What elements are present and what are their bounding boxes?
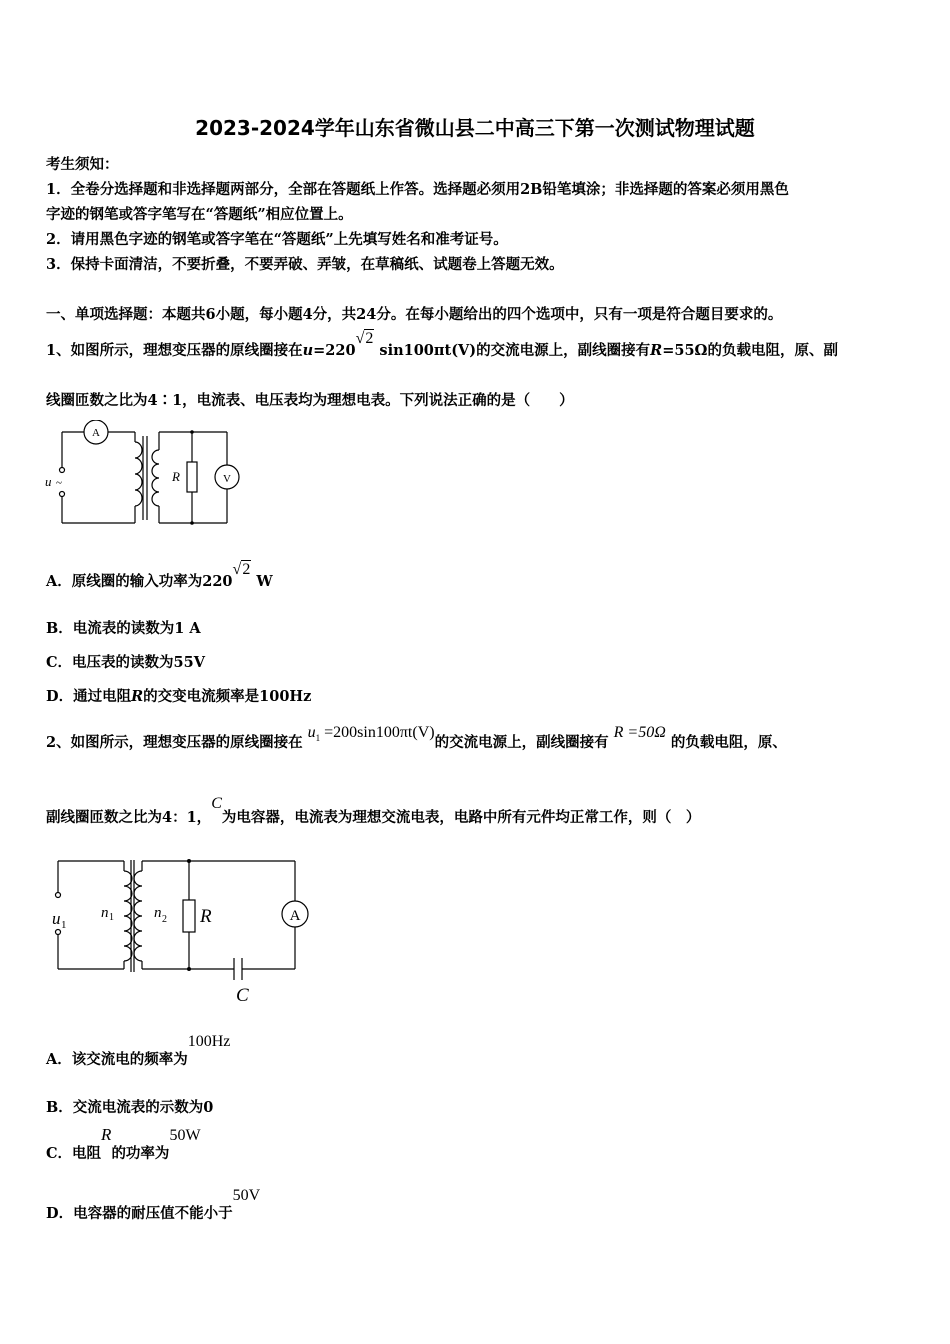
q1-option-a-unit: W xyxy=(256,573,273,590)
q1-resistor-label: R xyxy=(172,469,180,484)
page-title: 2023-2024学年山东省微山县二中高三下第一次测试物理试题 xyxy=(195,116,755,140)
q2-option-c-b: 的功率为 xyxy=(111,1145,170,1162)
q2-ammeter-label: A xyxy=(289,908,301,924)
q1-u-symbol: u xyxy=(302,342,314,359)
q1-eq-220: =220 xyxy=(313,342,356,359)
q2-n1-label: n xyxy=(101,905,109,921)
q2-option-a-text: A．该交流电的频率为 xyxy=(46,1051,188,1068)
notice-line-2: 字迹的钢笔或答字笔写在“答题纸”相应位置上。 xyxy=(46,206,353,223)
q1-sin-part: sin100πt(V) xyxy=(379,342,477,359)
q1-option-c: C．电压表的读数为55V xyxy=(46,654,205,671)
q2-stem2-a: 副线圈匝数之比为4：1， xyxy=(46,809,212,826)
q2-c-symbol: C xyxy=(211,795,222,812)
q1-voltmeter-label: V xyxy=(223,473,231,485)
q1-ammeter-label: A xyxy=(92,427,100,439)
q1-stem-line-1 xyxy=(46,330,838,360)
q2-n2-label: n xyxy=(154,905,162,921)
q2-n1-subscript: 1 xyxy=(109,912,114,923)
q2-u1-subscript: 1 xyxy=(315,733,321,744)
q2-formula-unit: (V) xyxy=(412,724,435,741)
notice-line-3: 2．请用黑色字迹的钢笔或答字笔在“答题纸”上先填写姓名和准考证号。 xyxy=(46,231,508,248)
q1-r-value: =55Ω xyxy=(662,342,708,359)
q2-option-a xyxy=(46,1033,231,1069)
q1-option-b: B．电流表的读数为1 A xyxy=(46,620,201,637)
q2-stem-line-1 xyxy=(46,724,787,753)
q2-stem2-b: 为电容器，电流表为理想交流电表，电路中所有元件均正常工作，则（ ） xyxy=(221,809,701,826)
q2-r-formula: R =50Ω xyxy=(613,724,666,741)
q2-capacitor-label: C xyxy=(236,985,249,1006)
q2-source-subscript: 1 xyxy=(61,919,67,931)
q2-option-c-r: R xyxy=(101,1125,112,1144)
q2-option-a-value: 100Hz xyxy=(187,1033,231,1050)
q1-option-d xyxy=(46,685,311,706)
q2-stem-c: 的负载电阻，原、 xyxy=(670,734,787,751)
q2-source-label: u xyxy=(52,909,61,928)
q2-option-c-a: C．电阻 xyxy=(46,1145,102,1162)
notice-line-1: 1．全卷分选择题和非选择题两部分，全部在答题纸上作答。选择题必须用2B铅笔填涂；非选择题的答案必须用黑色 xyxy=(46,181,789,198)
q1-option-d-a: D．通过电阻 xyxy=(46,688,132,705)
q1-stem-line-2: 线圈匝数之比为4∶1，电流表、电压表均为理想电表。下列说法正确的是（ ） xyxy=(46,392,574,409)
q2-stem-line-2 xyxy=(46,795,701,827)
q2-u1-symbol: u xyxy=(307,724,316,741)
q2-option-d-text: D．电容器的耐压值不能小于 xyxy=(46,1205,233,1222)
q2-option-c xyxy=(46,1125,201,1163)
q2-circuit-diagram xyxy=(44,850,314,1010)
q1-ac-tilde: ~ xyxy=(56,477,62,489)
q2-option-d xyxy=(46,1187,261,1223)
q1-option-d-b: 的交变电流频率是100Hz xyxy=(143,688,312,705)
q2-formula xyxy=(307,724,435,744)
q1-sqrt2-radicand: 2 xyxy=(365,330,374,347)
q1-stem-a: 1、如图所示，理想变压器的原线圈接在 xyxy=(46,342,303,359)
q1-option-a-radicand: 2 xyxy=(242,561,251,578)
notice-heading: 考生须知： xyxy=(46,156,119,173)
section-heading: 一、单项选择题：本题共6小题，每小题4分，共24分。在每小题给出的四个选项中，只有一项是符合题目要求的。 xyxy=(46,306,783,323)
q1-circuit-diagram xyxy=(40,420,250,535)
q2-formula-body: =200sin100πt xyxy=(324,724,413,741)
q2-option-c-value: 50W xyxy=(169,1127,201,1144)
q1-option-a-text: A．原线圈的输入功率为220 xyxy=(46,573,233,590)
q2-n2-subscript: 2 xyxy=(162,914,167,925)
q2-stem-b: 的交流电源上，副线圈接有 xyxy=(434,734,609,751)
q1-r-symbol: R xyxy=(650,342,663,359)
q1-option-d-r: R xyxy=(131,688,144,705)
q1-option-a-sqrt2: √2 xyxy=(232,561,251,578)
q2-stem-a: 2、如图所示，理想变压器的原线圈接在 xyxy=(46,734,303,751)
q1-option-a xyxy=(46,561,273,591)
q1-stem-b: 的交流电源上，副线圈接有 xyxy=(476,342,651,359)
q1-sqrt2: √2 xyxy=(355,330,374,347)
notice-line-4: 3．保持卡面清洁，不要折叠，不要弄破、弄皱，在草稿纸、试题卷上答题无效。 xyxy=(46,256,564,273)
q2-resistor-label: R xyxy=(200,906,212,927)
q1-stem-c: 的负载电阻，原、副 xyxy=(707,342,838,359)
q2-option-b: B．交流电流表的示数为0 xyxy=(46,1099,214,1116)
q1-source-label: u xyxy=(45,474,52,489)
q2-option-d-value: 50V xyxy=(232,1187,261,1204)
